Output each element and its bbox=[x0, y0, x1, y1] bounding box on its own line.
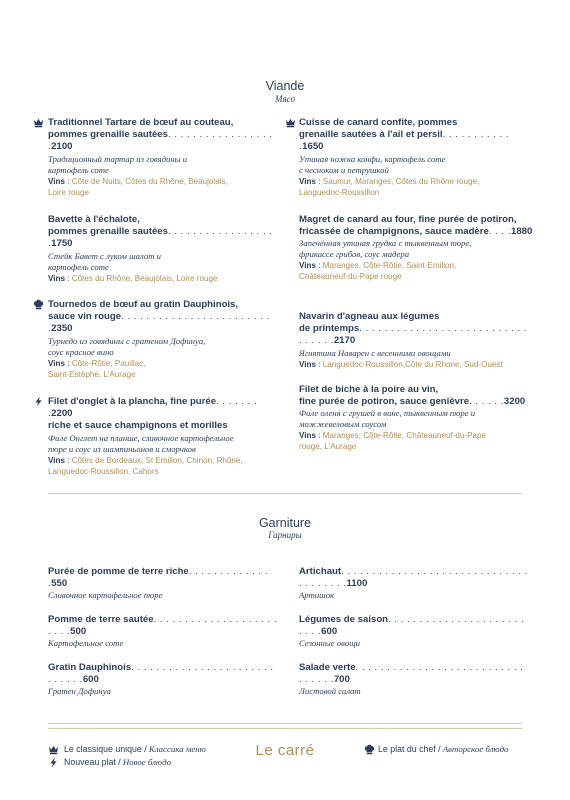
brand-logo: Le carré bbox=[255, 742, 315, 759]
dish-name bbox=[299, 311, 529, 348]
dot-leader: . . . . . . . . . . . . . . . . . . . . . . . . . . bbox=[299, 614, 525, 638]
dish-translation bbox=[48, 154, 278, 176]
wine-label: Vins bbox=[48, 455, 65, 465]
dot-leader: . . . . . . . . . . . . . . . . . . bbox=[48, 226, 273, 250]
menu-item bbox=[299, 117, 529, 198]
wine-separator: : bbox=[64, 273, 72, 283]
wine-list: rouge, L'Aurage bbox=[299, 442, 357, 452]
side-item bbox=[299, 662, 529, 697]
side-item bbox=[48, 662, 278, 697]
wine-pairing bbox=[48, 273, 278, 284]
side-name: Purée de pomme de terre riche bbox=[48, 566, 189, 577]
wine-list: Côtes du Rhône, Beaujolais, Loire rouge bbox=[71, 273, 218, 283]
menu-item bbox=[299, 214, 534, 282]
dish-name-line: sauce vin rouge bbox=[48, 311, 122, 323]
side-name: Salade verte bbox=[299, 662, 356, 673]
translation-line: картофель соте bbox=[48, 261, 109, 272]
dot-leader: . . . . . . . . . . . . . . . . . . . . . . . . . . . . . . . . . bbox=[299, 323, 528, 347]
dish-name-line: Magret de canard au four, fine purée de potiron, bbox=[299, 214, 517, 225]
dish-name-line: Cuisse de canard confite, pommes bbox=[299, 117, 458, 128]
dot-leader: . . . . . . bbox=[469, 396, 504, 408]
side-item bbox=[48, 566, 278, 601]
side-price: 700 bbox=[333, 674, 350, 686]
wine-list: Côte-Rôtie, Pauillac, bbox=[71, 358, 146, 368]
wine-list: Languedoc-Roussillon, Cahors bbox=[48, 466, 159, 476]
translation-line: Традиционный тартар из говядины и bbox=[48, 153, 188, 164]
wine-list: Châteauneuf-du-Pape rouge bbox=[299, 272, 402, 282]
translation-line: с чесноком и петрушкой bbox=[299, 164, 389, 175]
wine-label: Vins bbox=[48, 176, 65, 186]
translation-line: Филе оленя с грушей в вине, тыквенным пюре и bbox=[299, 408, 476, 419]
side-price: 1100 bbox=[346, 578, 368, 590]
wine-separator: : bbox=[64, 176, 72, 186]
footer-divider-top bbox=[48, 723, 522, 724]
dish-price: 1650 bbox=[302, 141, 324, 153]
legend-label: Nouveau plat / bbox=[64, 757, 121, 767]
wine-label: Vins bbox=[299, 359, 316, 369]
dot-leader: . . . . . . . . bbox=[48, 396, 258, 420]
wine-list: Saumur, Maranges, Côtes du Rhône rouge, bbox=[322, 176, 480, 186]
translation-line: Турнедо из говядины с гратеном Дофинуа, bbox=[48, 335, 206, 346]
dish-name bbox=[48, 214, 278, 251]
wine-pairing bbox=[299, 430, 529, 452]
legend-translation: Классика меню bbox=[146, 744, 206, 754]
wine-list: Maranges, Côte-Rôtie, Saint-Emilion, bbox=[322, 261, 457, 271]
dish-translation bbox=[48, 336, 278, 358]
wine-label: Vins bbox=[48, 273, 65, 283]
legend-label: Le classique unique / bbox=[64, 744, 147, 754]
dish-name-line: fine purée de potiron, sauce genièvre bbox=[299, 396, 470, 408]
wine-pairing bbox=[48, 358, 278, 380]
dish-name bbox=[299, 117, 529, 154]
dish-price: 2100 bbox=[51, 141, 73, 153]
dish-name-line: pommes grenaille sautées bbox=[48, 226, 168, 238]
dish-name-line: fricassée de champignons, sauce madère bbox=[299, 226, 489, 238]
side-price: 600 bbox=[321, 626, 338, 638]
dish-price: 2200 bbox=[51, 408, 73, 420]
wine-pairing bbox=[299, 176, 529, 198]
dish-name-line: pommes grenaille sautées bbox=[48, 129, 168, 141]
wine-pairing bbox=[299, 260, 534, 282]
wine-separator: : bbox=[64, 358, 72, 368]
side-item bbox=[299, 566, 529, 601]
side-price: 600 bbox=[82, 674, 99, 686]
legend-chef bbox=[378, 743, 508, 755]
section-subtitle-garniture: Гарниры bbox=[268, 530, 302, 540]
wine-pairing bbox=[299, 359, 529, 370]
wine-pairing bbox=[48, 176, 278, 198]
side-name: Pomme de terre sautée bbox=[48, 614, 154, 625]
menu-item bbox=[48, 214, 278, 284]
wine-list: Languedoc-Roussillon bbox=[299, 187, 380, 197]
dish-translation bbox=[48, 433, 278, 455]
dish-name-line: Tournedos de bœuf au gratin Dauphinois, bbox=[48, 299, 239, 310]
dish-name-line: riche et sauce champignons et morilles bbox=[48, 420, 228, 432]
footer-divider-bottom bbox=[48, 728, 522, 729]
wine-separator: : bbox=[315, 431, 323, 441]
section-subtitle-viande: Мясо bbox=[275, 94, 295, 104]
wine-list: Maranges, Côte-Rôtie, Châteauneuf-du-Pape bbox=[322, 431, 487, 441]
side-item bbox=[299, 614, 529, 649]
chef-toque-icon bbox=[33, 299, 44, 310]
dish-translation bbox=[299, 154, 529, 176]
dish-name-line: Traditionnel Tartare de bœuf au couteau, bbox=[48, 117, 234, 128]
chef-hat-icon bbox=[48, 744, 59, 755]
translation-line: можжевеловым соусом bbox=[299, 419, 387, 430]
wine-separator: : bbox=[315, 261, 323, 271]
legend-new bbox=[64, 756, 171, 768]
wine-list: Côtes de Bordeaux, St Emilion, Chinon, Rhône, bbox=[71, 455, 243, 465]
dot-leader: . . . . . . . . . . . . . . . . . . . . . . . . bbox=[48, 614, 278, 638]
legend-label: Le plat du chef / bbox=[378, 744, 441, 754]
translation-line: Утиная ножка конфи, картофель соте bbox=[299, 153, 446, 164]
legend-translation: Авторское блюдо bbox=[440, 744, 509, 754]
dish-name bbox=[299, 214, 534, 238]
dish-name bbox=[299, 384, 529, 408]
dish-name bbox=[48, 299, 278, 336]
side-price: 550 bbox=[51, 578, 68, 590]
dish-name-line: de printemps bbox=[299, 323, 360, 335]
translation-line: Запечённая утиная грудка с тыквенным пюре, bbox=[299, 238, 472, 249]
dish-price: 3200 bbox=[503, 396, 526, 408]
dot-leader: . . . . bbox=[488, 226, 511, 238]
legend-translation: Новое блюдо bbox=[120, 757, 171, 767]
section-title-viande: Viande bbox=[265, 79, 305, 93]
wine-label: Vins bbox=[299, 261, 316, 271]
translation-line: Ягнятина Наварен с весенними овощами bbox=[299, 347, 451, 358]
dot-leader: . . . . . . . . . . . . . . . . . . . . . . . . . . . . . bbox=[48, 662, 274, 686]
side-translation: Листовой салат bbox=[299, 686, 361, 697]
menu-item bbox=[299, 384, 529, 452]
translation-line: соус красное вино bbox=[48, 346, 114, 357]
dot-leader: . . . . . . . . . . . . . . . . . . . . . . . . . . . . . . . . . . . . . . bbox=[299, 566, 528, 590]
side-price: 500 bbox=[70, 626, 87, 638]
dish-translation bbox=[299, 348, 529, 359]
wine-separator: : bbox=[315, 359, 323, 369]
dish-name-line: Filet d'onglet à la plancha, fine purée bbox=[48, 396, 217, 407]
dish-name-line: grenaille sautées à l'ail et persil bbox=[299, 129, 443, 141]
menu-item bbox=[48, 299, 278, 380]
wine-label: Vins bbox=[299, 176, 316, 186]
wine-separator: : bbox=[64, 455, 72, 465]
lightning-icon bbox=[33, 396, 44, 407]
section-title-garniture: Garniture bbox=[258, 516, 312, 530]
side-translation: Сливочное картофельное пюре bbox=[48, 590, 163, 601]
wine-list: Côte de Nuits, Côtes du Rhône, Beaujolais, bbox=[71, 176, 228, 186]
dish-price: 1750 bbox=[51, 238, 73, 250]
translation-line: картофель соте bbox=[48, 164, 109, 175]
chef-hat-icon bbox=[285, 117, 296, 128]
menu-item bbox=[48, 396, 278, 477]
wine-separator: : bbox=[315, 176, 323, 186]
wine-pairing bbox=[48, 455, 278, 477]
translation-line: Филе Онглет на планше, сливочное картофельное bbox=[48, 432, 234, 443]
translation-line: фрикассе грибов, соус мадера bbox=[299, 249, 410, 260]
side-translation: Картофельное соте bbox=[48, 638, 124, 649]
menu-item bbox=[48, 117, 278, 198]
chef-toque-icon bbox=[364, 744, 375, 755]
dot-leader: . . . . . . . . . . . . . . . . . . . . . . . . . bbox=[48, 311, 270, 335]
dish-price: 2170 bbox=[333, 335, 356, 347]
translation-line: Стейк Бавет с луком шалот и bbox=[48, 250, 162, 261]
wine-label: Vins bbox=[48, 358, 65, 368]
wine-label: Vins bbox=[299, 431, 316, 441]
dish-price: 1880 bbox=[511, 226, 533, 238]
legend-classic bbox=[64, 743, 206, 755]
side-translation: Артишок bbox=[299, 590, 335, 601]
wine-list: Loire rouge bbox=[48, 187, 89, 197]
side-translation: Сезонные овощи bbox=[299, 638, 360, 649]
dot-leader: . . . . . . . . . . . . . . . . . . . . . . . . . . . . . . . . . bbox=[299, 662, 524, 686]
menu-item bbox=[299, 311, 529, 370]
side-name: Gratin Dauphinois bbox=[48, 662, 132, 673]
translation-line: пюре и соус из шампиньонов и сморчков bbox=[48, 443, 196, 454]
side-translation: Гратен Дофинуа bbox=[48, 686, 111, 697]
chef-hat-icon bbox=[33, 117, 44, 128]
lightning-icon bbox=[48, 757, 59, 768]
section-divider bbox=[48, 493, 522, 494]
side-item bbox=[48, 614, 278, 649]
dish-translation bbox=[48, 251, 278, 273]
wine-list: Languedoc-Roussillon,Côte du Rhone, Sud-Ouest bbox=[322, 359, 503, 369]
wine-list: Saint-Estèphe, L'Aurage bbox=[48, 369, 136, 379]
dot-leader: . . . . . . . . . . . . . . . . . . bbox=[48, 129, 273, 153]
dish-name bbox=[48, 396, 278, 433]
dish-name bbox=[48, 117, 278, 154]
dish-price: 2350 bbox=[51, 323, 73, 335]
dish-translation bbox=[299, 408, 529, 430]
dish-name-line: Bavette à l'échalote, bbox=[48, 214, 140, 225]
dot-leader: . . . . . . . . . . . . . . bbox=[48, 566, 268, 590]
dot-leader: . . . . . . . . . . . . bbox=[299, 129, 510, 153]
side-name: Légumes de saison bbox=[299, 614, 389, 625]
dish-name-line: Navarin d'agneau aux légumes bbox=[299, 311, 440, 322]
dish-name-line: Filet de biche à la poire au vin, bbox=[299, 384, 439, 395]
side-name: Artichaut bbox=[299, 566, 342, 577]
dish-translation bbox=[299, 238, 534, 260]
